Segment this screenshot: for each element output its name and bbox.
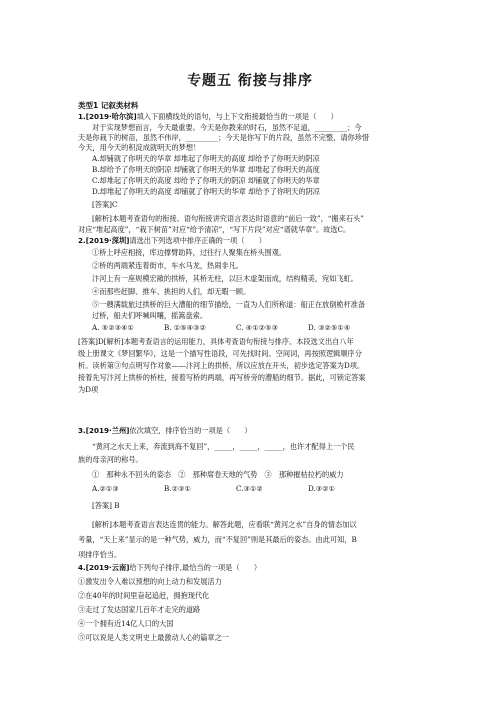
option-c: C. ④①②⑤③: [236, 323, 279, 332]
sentence-item: ④一个拥有近14亿人口的大国: [78, 619, 174, 628]
option-d: D.③②①: [308, 484, 336, 493]
question-text: 给下列句子排序,最恰当的一项是（ ）: [129, 563, 262, 572]
option-a: A. ⑤②③④①: [92, 323, 134, 332]
analysis-line: 考量，“天上来”显示的是一种气势，威力，而“不复回”则是其最后的姿态。由此可知，B: [78, 535, 357, 544]
option-b: B. ①⑤④③②: [164, 323, 207, 332]
type-heading: 类型1 记叙类材料: [78, 101, 139, 110]
sentence-item: ④而那些赶脚、推车、挑担的人们，却无暇一顾。: [92, 287, 251, 296]
passage-line: 族的母亲河的称号。: [78, 455, 143, 464]
question-text: 依次填空，排序恰当的一项是（ ）: [129, 426, 252, 435]
analysis-line: 对应“堆起高度”，“栽下树苗”对应“给予清凉”，“写下片段”对应“谱就华章”。故选C。: [78, 225, 351, 234]
options-row: [92, 323, 434, 333]
sentence-item: ②桥的两端紧连着街市，车水马龙，热闹非凡。: [92, 261, 243, 270]
analysis-line: 项排序恰当。: [78, 550, 122, 559]
choices-line: ① 那种永不回头的姿态 ② 那种席卷天地的气势 ③ 那种摧枯拉朽的威力: [92, 470, 344, 479]
question-text: 请选出下列选项中排序正确的一项（ ）: [129, 236, 266, 245]
question-2-stem: [78, 236, 434, 246]
sentence-item: ⑤一艘满载旅过拱桥的巨大漕船的细节描绘，一直为人们所称道：船正在放倒桅杆准备: [92, 300, 366, 309]
option-a: A.却铺就了你明天的华章 却堆起了你明天的高度 却给予了你明天的阴凉: [92, 154, 320, 163]
page-title: 专题五 衔接与排序: [187, 73, 313, 89]
analysis-line: [解析]本题考查语句的衔接。语句衔接讲究语言表达时语意的“前后一致”，“搬来石头”: [92, 214, 364, 223]
question-source: [2019·哈尔滨]: [85, 112, 137, 121]
analysis-line: 为D项: [78, 385, 99, 394]
analysis-line: [解析]本题考查语言表达连贯的能力。解答此题，应看联“黄河之水”自身的情态加以: [92, 520, 357, 529]
answer: [答案]C: [92, 200, 118, 209]
sentence-item: 汴河上有一座规模宏敞的拱桥，其桥无柱，以巨木虚架而成，结构精美，宛如飞虹。: [92, 274, 358, 283]
analysis-line: 接着先写汴河上拱桥的桥柱，接着写桥的两端，再写桥旁的漕船的细节。据此，可锁定答案: [78, 373, 366, 382]
question-source: [2019·云南]: [85, 563, 130, 572]
sentence-item: ①激发出令人难以预想的向上动力和发展活力: [78, 577, 222, 586]
question-number: 1.: [78, 112, 86, 121]
analysis-line: 级上册课文《梦回繁华》，这是一个描写性语段，可先找时间、空间词，再按照逻辑顺序分: [78, 349, 362, 358]
option-d: D. ③②⑤①④: [308, 323, 351, 332]
passage-line: “黄河之水天上来，奔流到海不复回”，_____，_____，_____，也许才配得上一个民: [92, 442, 355, 451]
question-text: 填入下面横线处的语句，与上下文衔接最恰当的一项是（ ）: [136, 112, 338, 121]
option-b: B.②③①: [164, 484, 191, 493]
sentence-item: ①桥上呼应相接，库边撑臂助阵，过往行人聚集在桥头围观。: [92, 248, 287, 257]
sentence-item: ③走过了发达国家几百年才走完的道路: [78, 605, 201, 614]
analysis-line: [答案]D[解析]本题考查语言的运用能力，具体考查语句衔接与排序。本段选文出自八年: [78, 337, 354, 346]
question-number: 2.: [78, 236, 86, 245]
option-b: B.却给予了你明天的阴凉 却铺就了你明天的华章 却堆起了你明天的高度: [92, 165, 320, 174]
sentence-item: 过桥，船夫们呼喊叫嚷，摇篙盘索。: [92, 311, 208, 320]
option-c: C.③①②: [236, 484, 263, 493]
sentence-item: ②在40年的时间里奋起追赶，拥抱现代化: [78, 591, 210, 600]
option-c: C.却堆起了你明天的高度 却给予了你明天的阴凉 却铺就了你明天的华章: [92, 176, 320, 185]
question-source: [2019·深圳]: [85, 236, 130, 245]
option-d: D.却堆起了你明天的高度 却铺就了你明天的华章 却给予了你明天的阴凉: [92, 187, 320, 196]
passage-line: 今天，用今天的积淀成就明天的梦想！: [78, 143, 201, 152]
answer: [答案] B: [92, 501, 120, 510]
question-1-stem: [78, 112, 434, 122]
option-a: A.②①③: [92, 484, 119, 493]
question-number: 3.: [78, 426, 86, 435]
passage-line: 天是你栽下的树苗，虽然不伟岸，_________；今天是你写下的片段，虽然不完整，请你珍惜: [78, 133, 370, 142]
options-row: [92, 484, 434, 494]
question-3-stem: [78, 426, 434, 436]
sentence-item: ⑤可以说是人类文明史上最激动人心的篇章之一: [78, 633, 229, 642]
analysis-line: 析。读析第③句点明写作对象——汴河上的拱桥，所以应放在开头，初步选定答案为D项。: [78, 361, 365, 370]
question-4-stem: [78, 563, 434, 573]
question-number: 4.: [78, 563, 86, 572]
passage-line: 对于实现梦想而言，今天最重要。今天是你教来的时石，虽然不足道，_________；今: [92, 123, 362, 132]
question-source: [2019·兰州]: [85, 426, 130, 435]
